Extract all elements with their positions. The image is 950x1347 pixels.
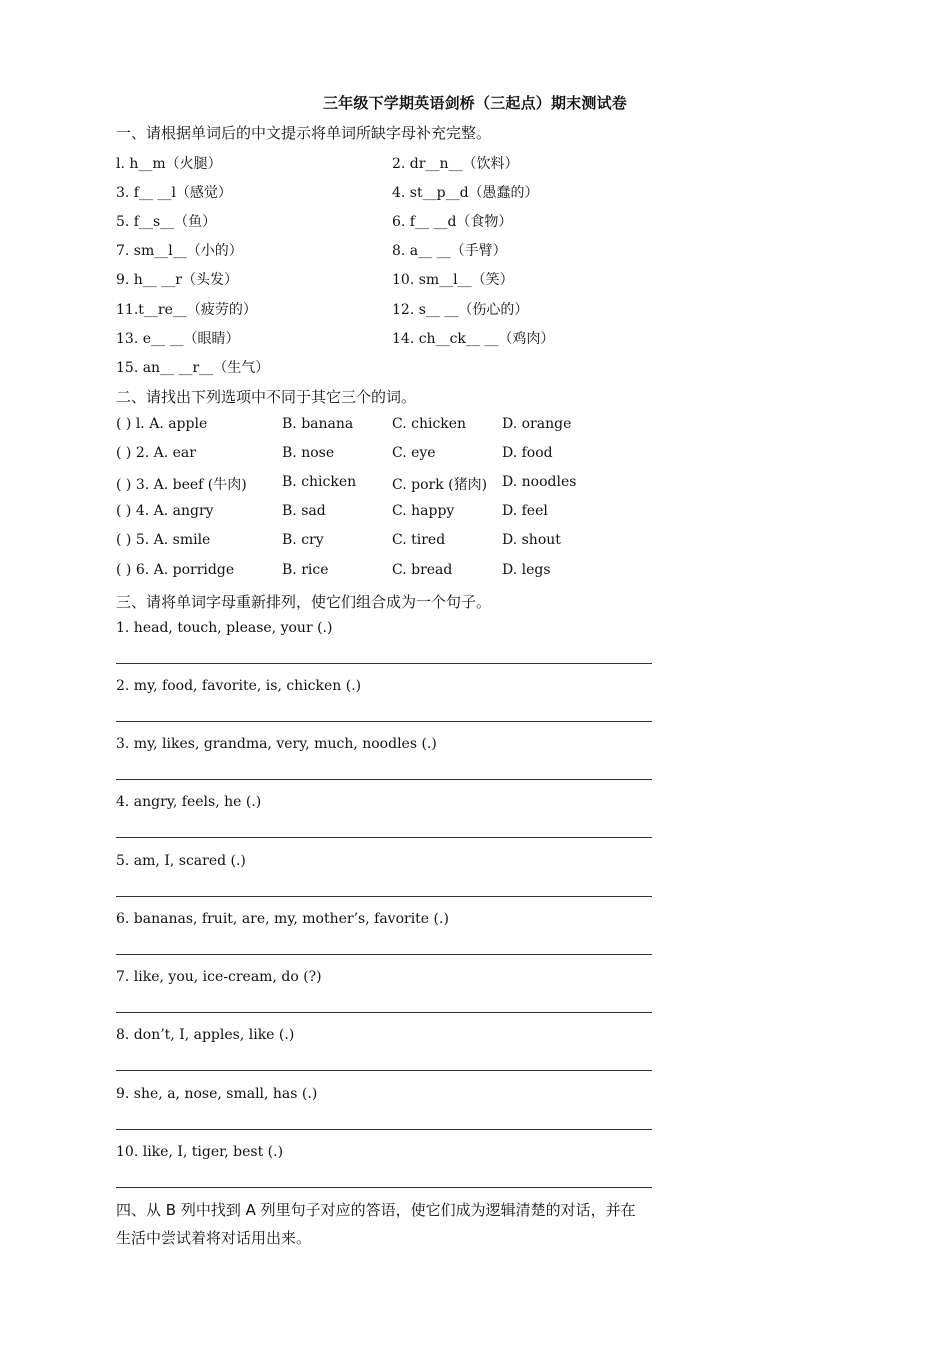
choice-option: D. orange xyxy=(502,416,572,432)
fill-item: 7. sm__l__（小的） xyxy=(116,243,243,259)
fill-item: 9. h__ __r（头发） xyxy=(116,272,238,288)
answer-line xyxy=(116,1129,652,1130)
choice-option: B. nose xyxy=(282,445,335,461)
choice-option: D. shout xyxy=(502,532,561,548)
choice-option: D. noodles xyxy=(502,474,577,490)
reorder-item: 9. she, a, nose, small, has (.) xyxy=(116,1086,318,1102)
fill-item: 5. f__s__（鱼） xyxy=(116,214,217,230)
choice-option: B. cry xyxy=(282,532,324,548)
reorder-item: 6. bananas, fruit, are, my, mother’s, favorite (.) xyxy=(116,911,449,927)
fill-item: l. h__m（火腿） xyxy=(116,156,222,172)
choice-option: D. legs xyxy=(502,562,551,578)
choice-option: C. tired xyxy=(392,532,446,548)
choice-option: C. happy xyxy=(392,503,455,519)
choice-option: B. chicken xyxy=(282,474,357,490)
reorder-item: 5. am, I, scared (.) xyxy=(116,853,246,869)
page-title: 三年级下学期英语剑桥（三起点）期末测试卷 xyxy=(322,94,627,112)
fill-item: 3. f__ __l（感觉） xyxy=(116,185,232,201)
fill-item: 14. ch__ck__ __（鸡肉） xyxy=(392,331,555,347)
choice-question: ( ) 4. A. angry xyxy=(116,503,214,519)
answer-line xyxy=(116,896,652,897)
fill-item: 15. an__ __r__（生气） xyxy=(116,360,270,376)
section1-heading: 一、请根据单词后的中文提示将单词所缺字母补充完整。 xyxy=(116,124,492,142)
reorder-item: 4. angry, feels, he (.) xyxy=(116,794,262,810)
fill-item: 13. e__ __（眼睛） xyxy=(116,331,240,347)
answer-line xyxy=(116,779,652,780)
choice-question: ( ) 5. A. smile xyxy=(116,532,211,548)
choice-option: C. pork (猪肉) xyxy=(392,477,488,493)
choice-option: B. rice xyxy=(282,562,329,578)
answer-line xyxy=(116,1187,652,1188)
answer-line xyxy=(116,663,652,664)
choice-question: ( ) 6. A. porridge xyxy=(116,562,235,578)
answer-line xyxy=(116,1012,652,1013)
choice-question: ( ) 3. A. beef (牛肉) xyxy=(116,477,247,493)
reorder-item: 10. like, I, tiger, best (.) xyxy=(116,1144,284,1160)
fill-item: 10. sm__l__（笑） xyxy=(392,272,514,288)
choice-option: D. feel xyxy=(502,503,548,519)
fill-item: 2. dr__n__（饮料） xyxy=(392,156,519,172)
fill-item: 12. s__ __（伤心的） xyxy=(392,302,529,318)
choice-option: C. chicken xyxy=(392,416,467,432)
reorder-item: 8. don’t, I, apples, like (.) xyxy=(116,1027,295,1043)
choice-option: C. eye xyxy=(392,445,436,461)
reorder-item: 1. head, touch, please, your (.) xyxy=(116,620,333,636)
fill-item: 6. f__ __d（食物） xyxy=(392,214,513,230)
reorder-item: 7. like, you, ice-cream, do (?) xyxy=(116,969,322,985)
section2-heading: 二、请找出下列选项中不同于其它三个的词。 xyxy=(116,388,417,406)
answer-line xyxy=(116,954,652,955)
choice-question: ( ) 2. A. ear xyxy=(116,445,196,461)
answer-line xyxy=(116,721,652,722)
answer-line xyxy=(116,1070,652,1071)
reorder-item: 2. my, food, favorite, is, chicken (.) xyxy=(116,678,362,694)
section3-heading: 三、请将单词字母重新排列，使它们组合成为一个句子。 xyxy=(116,593,492,611)
section4-heading: 四、从 B 列中找到 A 列里句子对应的答语，使它们成为逻辑清楚的对话，并在生活中尝试着将对话用出来。 xyxy=(116,1201,636,1247)
choice-question: ( ) l. A. apple xyxy=(116,416,208,432)
choice-option: D. food xyxy=(502,445,553,461)
choice-option: B. sad xyxy=(282,503,326,519)
choice-option: C. bread xyxy=(392,562,453,578)
answer-line xyxy=(116,837,652,838)
fill-item: 11.t__re__（疲劳的） xyxy=(116,302,257,318)
reorder-item: 3. my, likes, grandma, very, much, noodles (.) xyxy=(116,736,437,752)
fill-item: 8. a__ __（手臂） xyxy=(392,243,507,259)
choice-option: B. banana xyxy=(282,416,354,432)
fill-item: 4. st__p__d（愚蠢的） xyxy=(392,185,539,201)
